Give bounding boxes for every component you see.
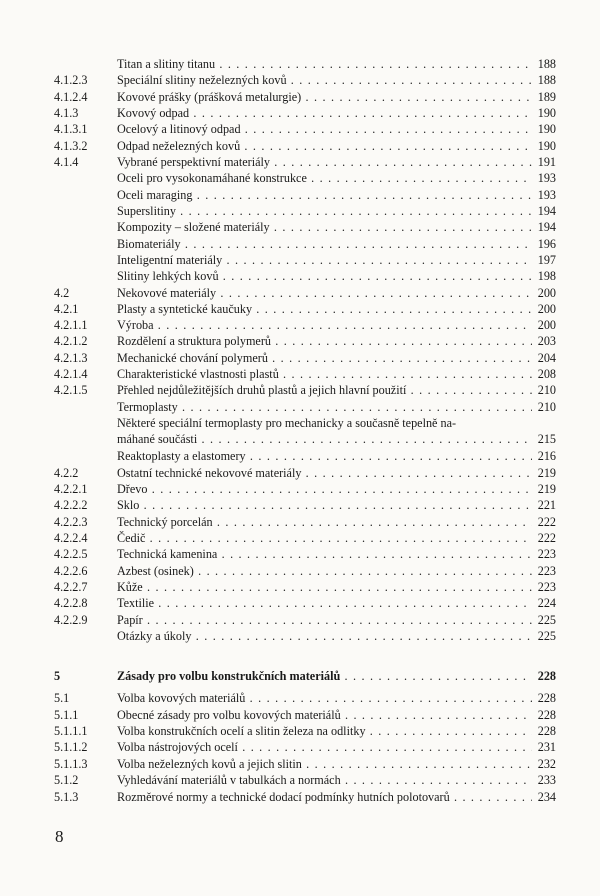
toc-title: Volba konstrukčních ocelí a slitin železa na odlitky . . . (117, 723, 532, 739)
toc-section-number: 4.2.2.3 (54, 515, 88, 529)
toc-section-number: 4.2.2.8 (54, 596, 88, 610)
toc-title: Azbest (osinek) . . . (117, 563, 532, 579)
toc-title: Ostatní technické nekovové materiály . . . (117, 465, 532, 481)
toc-title: Technická kamenina . . . (117, 546, 532, 562)
toc-page-number: 222 (537, 515, 556, 529)
toc-section-number: 4.2.2.4 (54, 531, 88, 545)
toc-section-number: 4.1.3.2 (54, 139, 88, 153)
toc-page-number: 188 (537, 73, 556, 87)
toc-section-number: 4.2.1 (54, 302, 79, 316)
toc-title: Mechanické chování polymerů . . . (117, 350, 532, 366)
toc-page-number: 200 (537, 286, 556, 300)
toc-section-number: 4.1.3.1 (54, 122, 88, 136)
toc-section-number: 4.1.2.3 (54, 73, 88, 87)
toc-section-number: 4.1.2.4 (54, 90, 88, 104)
toc-entry (0, 366, 600, 382)
toc-page-number: 216 (537, 449, 556, 463)
toc-page-number: 233 (537, 773, 556, 787)
toc-entry (0, 739, 600, 755)
toc-title: Volba nástrojových ocelí . . . (117, 739, 532, 755)
toc-entry (0, 415, 600, 431)
toc-section-number: 4.2.1.1 (54, 318, 88, 332)
toc-section-number: 4.2.1.4 (54, 367, 88, 381)
toc-title: Některé speciální termoplasty pro mechanicky a současně tepelně na- (117, 416, 457, 430)
toc-entry (0, 579, 600, 595)
toc-entry (0, 333, 600, 349)
toc-title: Kůže . . . (117, 579, 532, 595)
toc-section-number: 4.2.2.5 (54, 547, 88, 561)
toc-title: Slitiny lehkých kovů . . . (117, 268, 532, 284)
toc-entry (0, 431, 600, 447)
toc-section-number: 5.1.2 (54, 773, 79, 787)
toc-page-number: 200 (537, 302, 556, 316)
toc-page-number: 231 (537, 740, 556, 754)
toc-entry (0, 138, 600, 154)
toc-title: Inteligentní materiály . . . (117, 252, 532, 268)
toc-section-number: 5.1.1.3 (54, 757, 88, 771)
toc-entry (0, 514, 600, 530)
toc-page-number: 210 (537, 400, 556, 414)
toc-entry (0, 236, 600, 252)
toc-page-number: 223 (537, 547, 556, 561)
toc-page-number: 228 (537, 669, 556, 683)
toc-title: Biomateriály . . . (117, 236, 532, 252)
toc-entry (0, 317, 600, 333)
toc-entry (0, 546, 600, 562)
toc-title: Nekovové materiály . . . (117, 285, 532, 301)
toc-entry (0, 628, 600, 644)
toc-entry (0, 252, 600, 268)
toc-entry (0, 399, 600, 415)
toc-title: Obecné zásady pro volbu kovových materiálů . . . (117, 707, 532, 723)
toc-entry (0, 465, 600, 481)
toc-section-number: 4.2.2.1 (54, 482, 88, 496)
toc-page-number: 225 (537, 613, 556, 627)
toc-entry (0, 563, 600, 579)
toc-title: máhané součásti . . . (117, 431, 532, 447)
toc-page-number: 225 (537, 629, 556, 643)
toc-section-number: 4.2.2 (54, 466, 79, 480)
toc-page-number: 193 (537, 188, 556, 202)
toc-entry (0, 772, 600, 788)
toc-title: Kovový odpad . . . (117, 105, 532, 121)
toc-page-number: 221 (537, 498, 556, 512)
toc-page-number: 190 (537, 139, 556, 153)
toc-title: Vyhledávání materiálů v tabulkách a normách . . . (117, 772, 532, 788)
toc-entry (0, 723, 600, 739)
toc-page-number: 215 (537, 432, 556, 446)
toc-section-number: 5.1 (54, 691, 70, 705)
toc-page-number: 191 (537, 155, 556, 169)
toc-section-number: 5.1.1 (54, 708, 79, 722)
toc-entry (0, 707, 600, 723)
toc-title: Čedič . . . (117, 530, 532, 546)
toc-section-number: 4.2 (54, 286, 70, 300)
toc-entry (0, 789, 600, 805)
toc-title: Volba neželezných kovů a jejich slitin . . . (117, 756, 532, 772)
toc-entry (0, 497, 600, 513)
toc-section-number: 4.1.3 (54, 106, 79, 120)
toc-title: Speciální slitiny neželezných kovů . . . (117, 72, 532, 88)
toc-section-number: 4.1.4 (54, 155, 79, 169)
toc-section-number: 5.1.1.1 (54, 724, 88, 738)
toc-entry (0, 56, 600, 72)
toc-page-number: 193 (537, 171, 556, 185)
toc-page-number: 194 (537, 204, 556, 218)
toc-page-number: 228 (537, 724, 556, 738)
toc-title: Sklo . . . (117, 497, 532, 513)
toc-entry (0, 121, 600, 137)
toc-title: Papír . . . (117, 612, 532, 628)
toc-title: Volba kovových materiálů . . . (117, 690, 532, 706)
toc-page-number: 208 (537, 367, 556, 381)
toc-entry (0, 595, 600, 611)
toc-page-number: 196 (537, 237, 556, 251)
toc-entry (0, 612, 600, 628)
toc-section-number: 4.2.2.2 (54, 498, 88, 512)
toc-entry (0, 219, 600, 235)
toc-page-number: 210 (537, 383, 556, 397)
toc-title: Ocelový a litinový odpad . . . (117, 121, 532, 137)
toc-title: Rozměrové normy a technické dodací podmínky hutních polotovarů . . . (117, 789, 532, 805)
toc-page-number: 219 (537, 466, 556, 480)
toc-title: Termoplasty . . . (117, 399, 532, 415)
toc-page-number: 190 (537, 122, 556, 136)
toc-entry (0, 668, 600, 684)
toc-page-number: 228 (537, 691, 556, 705)
toc-page-number: 228 (537, 708, 556, 722)
toc-section-number: 4.2.1.3 (54, 351, 88, 365)
toc-page-number: 204 (537, 351, 556, 365)
toc-title: Textilie . . . (117, 595, 532, 611)
toc-section-number: 4.2.2.6 (54, 564, 88, 578)
toc-page-number: 200 (537, 318, 556, 332)
toc-page-number: 198 (537, 269, 556, 283)
toc-title: Odpad neželezných kovů . . . (117, 138, 532, 154)
toc-title: Titan a slitiny titanu . . . (117, 56, 532, 72)
toc-entry (0, 154, 600, 170)
toc-entry (0, 285, 600, 301)
toc-page-number: 197 (537, 253, 556, 267)
toc-page-number: 234 (537, 790, 556, 804)
toc-entry (0, 170, 600, 186)
toc-section-number: 4.2.1.2 (54, 334, 88, 348)
toc-entry (0, 72, 600, 88)
toc-entry (0, 530, 600, 546)
toc-section-number: 4.2.2.7 (54, 580, 88, 594)
toc-page-number: 188 (537, 57, 556, 71)
toc-section-number: 5.1.3 (54, 790, 79, 804)
toc-title: Kovové prášky (prášková metalurgie) . . . (117, 89, 532, 105)
toc-title: Oceli pro vysokonamáhané konstrukce . . . (117, 170, 532, 186)
toc-entry (0, 187, 600, 203)
toc-title: Dřevo . . . (117, 481, 532, 497)
toc-title: Oceli maraging . . . (117, 187, 532, 203)
toc-page-number: 222 (537, 531, 556, 545)
toc-title: Kompozity – složené materiály . . . (117, 219, 532, 235)
toc-entry (0, 105, 600, 121)
toc-page-number: 223 (537, 580, 556, 594)
toc-section-number: 4.2.2.9 (54, 613, 88, 627)
toc-title: Přehled nejdůležitějších druhů plastů a jejich hlavní použití . . . (117, 382, 532, 398)
toc-entry (0, 301, 600, 317)
toc-page-number: 194 (537, 220, 556, 234)
toc-section-number: 4.2.1.5 (54, 383, 88, 397)
toc-section-number: 5 (54, 669, 61, 683)
toc-title: Vybrané perspektivní materiály . . . (117, 154, 532, 170)
toc-title: Zásady pro volbu konstrukčních materiálů . . . (117, 668, 532, 684)
toc-entry (0, 481, 600, 497)
toc-entry (0, 690, 600, 706)
toc-page-number: 223 (537, 564, 556, 578)
toc-entry (0, 382, 600, 398)
toc-entry (0, 448, 600, 464)
toc-title: Superslitiny . . . (117, 203, 532, 219)
toc-title: Charakteristické vlastnosti plastů . . . (117, 366, 532, 382)
toc-page-number: 203 (537, 334, 556, 348)
toc-title: Reaktoplasty a elastomery . . . (117, 448, 532, 464)
toc-title: Rozdělení a struktura polymerů . . . (117, 333, 532, 349)
toc-entry (0, 203, 600, 219)
toc-page-number: 232 (537, 757, 556, 771)
toc-page-number: 190 (537, 106, 556, 120)
toc-entry (0, 268, 600, 284)
toc-section-number: 5.1.1.2 (54, 740, 88, 754)
toc-title: Otázky a úkoly . . . (117, 628, 532, 644)
toc-entry (0, 350, 600, 366)
toc-title: Plasty a syntetické kaučuky . . . (117, 301, 532, 317)
toc-entry (0, 89, 600, 105)
toc-title: Technický porcelán . . . (117, 514, 532, 530)
toc-entry (0, 756, 600, 772)
toc-page-number: 224 (537, 596, 556, 610)
page-number: 8 (55, 827, 64, 846)
toc-page-number: 189 (537, 90, 556, 104)
toc-title: Výroba . . . (117, 317, 532, 333)
toc-page-number: 219 (537, 482, 556, 496)
